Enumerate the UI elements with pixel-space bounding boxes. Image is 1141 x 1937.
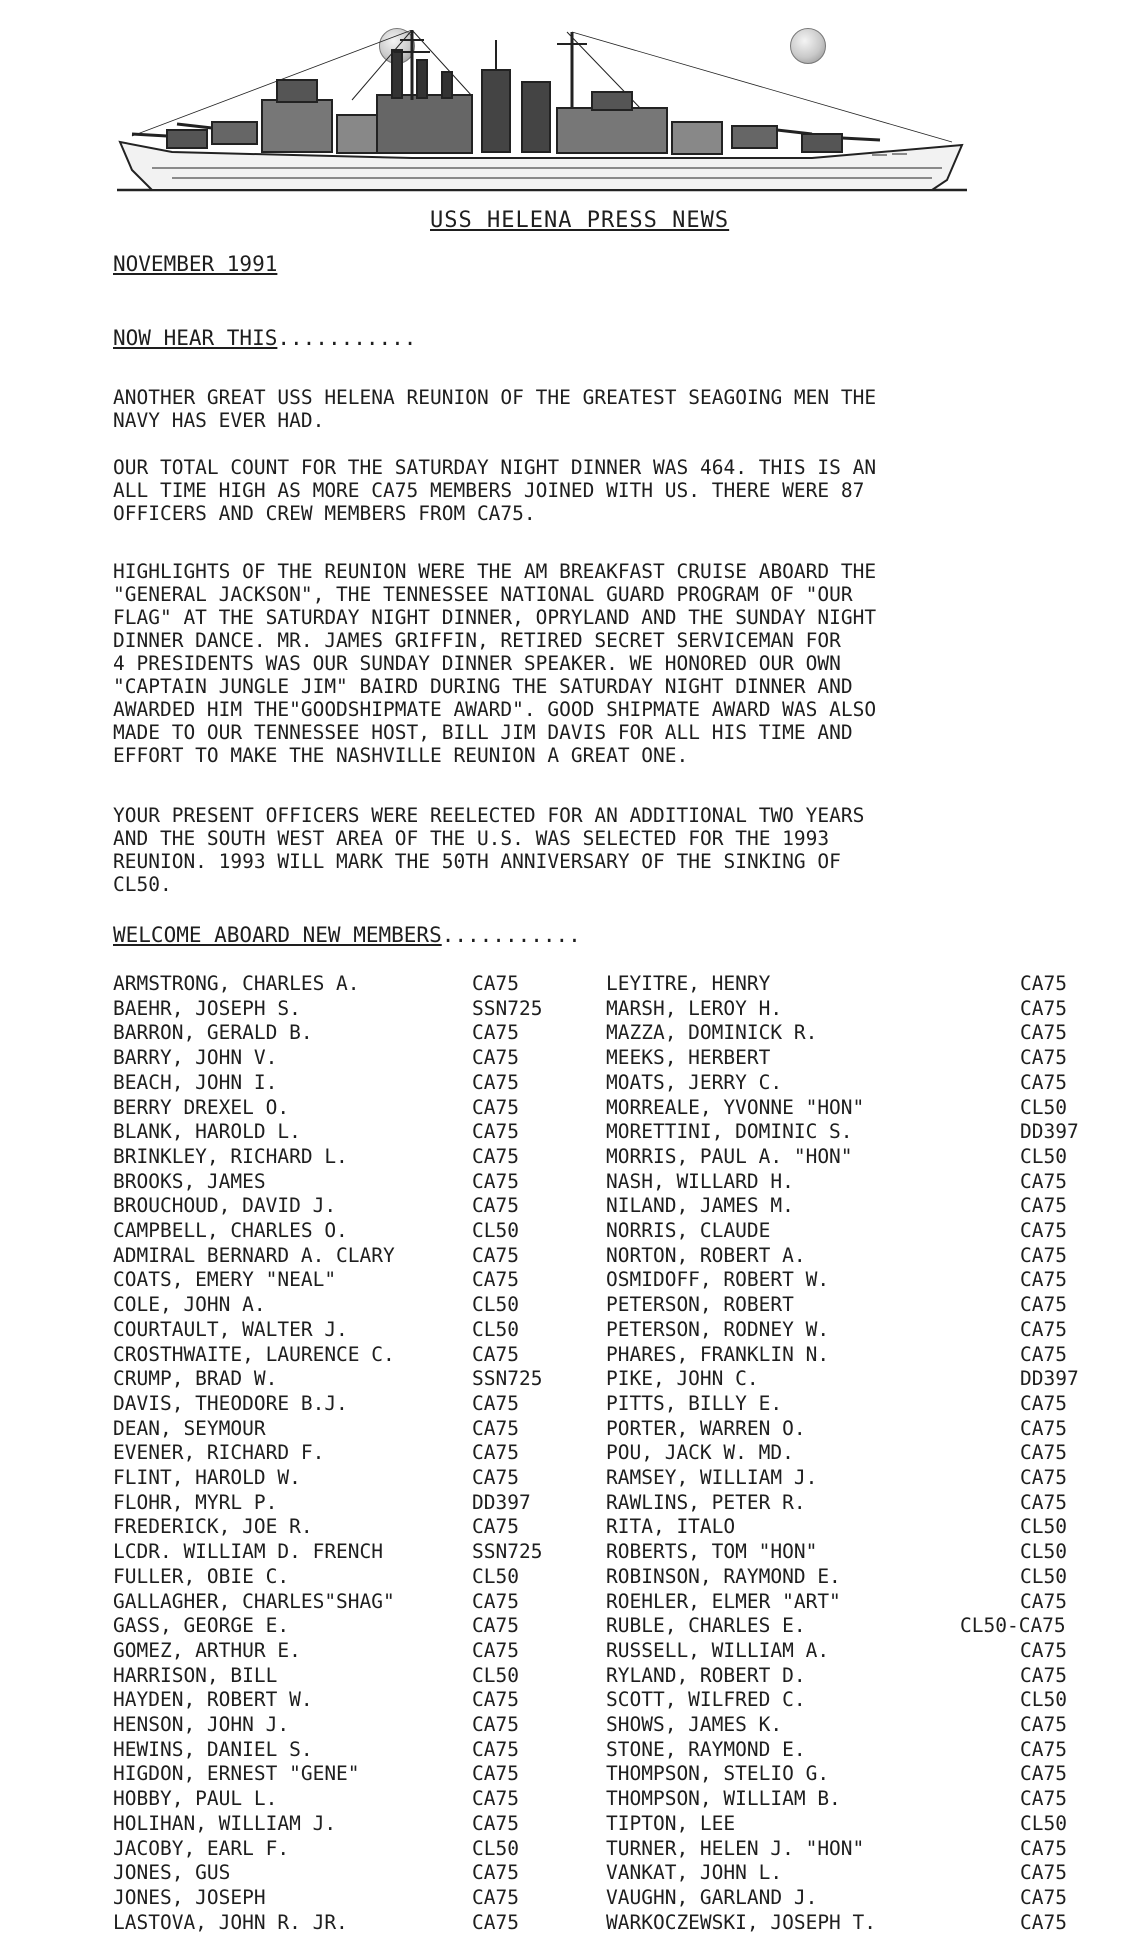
member-row [0,1392,1141,1416]
member-ship: CA75 [472,1441,519,1465]
member-name: FLINT, HAROLD W. [113,1466,301,1489]
member-name: CRUMP, BRAD W. [113,1367,278,1391]
member-name: RUBLE, CHARLES E. [606,1614,806,1638]
member-name: MEEKS, HERBERT [606,1046,771,1070]
member-ship: CA75 [472,1416,519,1440]
member-name: BLANK, HAROLD L. [113,1120,301,1144]
heading-text: WELCOME ABOARD NEW MEMBERS [113,923,442,947]
member-ship: CA75 [1020,996,1067,1020]
member-name: BROOKS, JAMES [113,1169,266,1193]
member-name: EVENER, RICHARD F. [113,1441,325,1465]
member-ship: CA75 [472,1515,519,1539]
member-name: DEAN, SEYMOUR [113,1416,266,1440]
member-ship: CA75 [472,1046,519,1070]
member-name: BARRON, GERALD B. [113,1021,313,1045]
member-row [0,1194,1141,1218]
member-ship: CA75 [472,1811,519,1835]
member-ship: DD397 [1020,1367,1079,1391]
member-row [0,1466,1141,1490]
member-name: MORREALE, YVONNE "HON" [606,1095,865,1119]
member-ship: CL50 [1020,1144,1067,1168]
member-ship: CA75 [1020,972,1067,995]
member-ship: CA75 [1020,1466,1067,1489]
member-name: PETERSON, RODNEY W. [606,1317,830,1341]
member-ship: CA75 [472,1737,519,1761]
member-ship: CA75 [1020,1317,1067,1341]
member-ship: CL50 [472,1293,519,1317]
member-name: BRINKLEY, RICHARD L. [113,1144,348,1168]
member-ship: CA75 [472,1466,519,1489]
member-name: HENSON, JOHN J. [113,1713,290,1736]
member-name: BARRY, JOHN V. [113,1046,278,1070]
member-ship: CL50 [1020,1095,1067,1119]
member-ship: CA75 [472,1688,519,1712]
member-ship: CA75 [1020,1268,1067,1292]
member-name: RUSSELL, WILLIAM A. [606,1638,830,1662]
member-name: VANKAT, JOHN L. [606,1861,783,1885]
member-ship: CA75 [1020,1861,1067,1885]
member-ship: CL50 [1020,1540,1067,1564]
member-name: FLOHR, MYRL P. [113,1490,278,1514]
member-name: LEYITRE, HENRY [606,972,771,995]
member-name: JONES, GUS [113,1861,231,1885]
member-ship: CA75 [1020,1589,1067,1613]
member-row [0,1268,1141,1292]
member-ship: CA75 [1020,1243,1067,1267]
member-ship: DD397 [472,1490,531,1514]
member-row [0,1071,1141,1095]
member-name: SCOTT, WILFRED C. [606,1688,806,1712]
member-row [0,1762,1141,1786]
member-ship: CA75 [472,1713,519,1736]
member-name: HIGDON, ERNEST "GENE" [113,1762,360,1786]
member-ship: SSN725 [472,1540,543,1564]
member-ship: CL50 [1020,1811,1067,1835]
member-ship: CL50 [1020,1515,1067,1539]
member-ship: CA75 [472,1243,519,1267]
member-row [0,1046,1141,1070]
member-name: NASH, WILLARD H. [606,1169,794,1193]
member-name: RAMSEY, WILLIAM J. [606,1466,818,1489]
member-row [0,1318,1141,1342]
member-name: ROBINSON, RAYMOND E. [606,1564,841,1588]
now-hear-this-heading [113,326,416,350]
member-row [0,1293,1141,1317]
member-row [0,997,1141,1021]
member-row [0,972,1141,996]
member-row [0,1417,1141,1441]
member-name: RITA, ITALO [606,1515,736,1539]
member-row [0,1540,1141,1564]
member-name: ARMSTRONG, CHARLES A. [113,972,360,995]
member-name: RAWLINS, PETER R. [606,1490,806,1514]
member-ship: CL50 [472,1564,519,1588]
member-ship: CA75 [472,1194,519,1218]
member-name: GALLAGHER, CHARLES"SHAG" [113,1589,395,1613]
member-name: DAVIS, THEODORE B.J. [113,1391,348,1415]
member-row [0,1120,1141,1144]
member-row [0,1441,1141,1465]
member-name: TIPTON, LEE [606,1811,736,1835]
member-row [0,1837,1141,1861]
member-name: COATS, EMERY "NEAL" [113,1268,337,1292]
member-ship: CA75 [472,1144,519,1168]
member-ship: CA75 [1020,1046,1067,1070]
member-row [0,1886,1141,1910]
member-row [0,1565,1141,1589]
member-name: OSMIDOFF, ROBERT W. [606,1268,830,1292]
member-name: ROBERTS, TOM "HON" [606,1540,818,1564]
member-row [0,1491,1141,1515]
heading-dots: ........... [277,326,417,350]
member-ship: CA75 [472,1169,519,1193]
member-ship: CL50 [472,1219,519,1242]
member-name: CAMPBELL, CHARLES O. [113,1219,348,1242]
paragraph: YOUR PRESENT OFFICERS WERE REELECTED FOR AN ADDITIONAL TWO YEARS AND THE SOUTH WEST AREA OF THE U.S. WAS SELECTED FOR THE 1993 REUNION. 1993 WILL MARK THE 50TH ANNIVERSARY OF THE SINKING OF CL50. [113,804,865,896]
member-ship: CL50 [472,1836,519,1860]
issue-date: NOVEMBER 1991 [113,252,278,276]
member-row [0,1096,1141,1120]
member-row [0,1787,1141,1811]
member-name: HOBBY, PAUL L. [113,1787,278,1811]
member-ship: SSN725 [472,1367,543,1391]
member-name: NORTON, ROBERT A. [606,1243,806,1267]
member-ship: CA75 [1020,1737,1067,1761]
member-name: NORRIS, CLAUDE [606,1219,771,1242]
member-ship: CA75 [1020,1762,1067,1786]
member-ship: CA75 [472,1589,519,1613]
member-row [0,1590,1141,1614]
member-row [0,1738,1141,1762]
member-name: HOLIHAN, WILLIAM J. [113,1811,337,1835]
member-row [0,1664,1141,1688]
member-name: BEACH, JOHN I. [113,1070,278,1094]
member-name: JACOBY, EARL F. [113,1836,290,1860]
member-ship: CL50 [1020,1564,1067,1588]
member-name: MARSH, LEROY H. [606,996,783,1020]
member-ship: CA75 [1020,1169,1067,1193]
member-ship: CA75 [1020,1416,1067,1440]
member-name: COURTAULT, WALTER J. [113,1317,348,1341]
member-ship: CL50 [472,1317,519,1341]
member-row [0,1515,1141,1539]
member-ship: CA75 [472,1910,519,1934]
member-row [0,1639,1141,1663]
member-ship: CA75 [1020,1070,1067,1094]
member-name: ROEHLER, ELMER "ART" [606,1589,841,1613]
member-name: MAZZA, DOMINICK R. [606,1021,818,1045]
paragraph: ANOTHER GREAT USS HELENA REUNION OF THE GREATEST SEAGOING MEN THE NAVY HAS EVER HAD. [113,386,877,432]
member-name: LASTOVA, JOHN R. JR. [113,1910,348,1934]
member-row [0,1688,1141,1712]
member-name: PIKE, JOHN C. [606,1367,759,1391]
member-ship: CA75 [472,1614,519,1638]
member-ship: CA75 [1020,1910,1067,1934]
member-name: BROUCHOUD, DAVID J. [113,1194,337,1218]
member-name: POU, JACK W. MD. [606,1441,794,1465]
member-name: ADMIRAL BERNARD A. CLARY [113,1243,395,1267]
member-ship: CA75 [472,1787,519,1811]
member-ship: CA75 [472,1120,519,1144]
member-row [0,1367,1141,1391]
member-ship: CA75 [1020,1663,1067,1687]
member-name: VAUGHN, GARLAND J. [606,1885,818,1909]
member-ship: CA75 [1020,1836,1067,1860]
member-ship: CA75 [1020,1885,1067,1909]
heading-text: NOW HEAR THIS [113,326,278,350]
member-ship: SSN725 [472,996,543,1020]
member-ship: CA75 [472,1861,519,1885]
member-name: FREDERICK, JOE R. [113,1515,313,1539]
member-name: MOATS, JERRY C. [606,1070,783,1094]
member-name: PHARES, FRANKLIN N. [606,1342,830,1366]
member-ship: CA75 [1020,1219,1067,1242]
member-ship: CL50-CA75 [960,1614,1066,1638]
member-name: GOMEZ, ARTHUR E. [113,1638,301,1662]
member-name: RYLAND, ROBERT D. [606,1663,806,1687]
member-name: COLE, JOHN A. [113,1293,266,1317]
member-ship: CA75 [472,1095,519,1119]
member-row [0,1021,1141,1045]
member-row [0,1219,1141,1243]
member-ship: CA75 [1020,1391,1067,1415]
member-name: MORETTINI, DOMINIC S. [606,1120,853,1144]
member-ship: CA75 [472,1762,519,1786]
member-name: HAYDEN, ROBERT W. [113,1688,313,1712]
member-ship: CA75 [472,1391,519,1415]
member-ship: CL50 [472,1663,519,1687]
member-ship: CA75 [472,972,519,995]
member-name: HEWINS, DANIEL S. [113,1737,313,1761]
member-name: JONES, JOSEPH [113,1885,266,1909]
member-ship: DD397 [1020,1120,1079,1144]
member-name: LCDR. WILLIAM D. FRENCH [113,1540,384,1564]
member-ship: CA75 [472,1070,519,1094]
member-row [0,1614,1141,1638]
member-row [0,1244,1141,1268]
member-name: PORTER, WARREN O. [606,1416,806,1440]
heading-dots: ........... [441,923,581,947]
member-ship: CA75 [472,1268,519,1292]
member-row [0,1911,1141,1935]
member-ship: CA75 [1020,1490,1067,1514]
member-ship: CA75 [1020,1713,1067,1736]
member-ship: CA75 [1020,1787,1067,1811]
warship-illustration [112,30,972,200]
member-row [0,1812,1141,1836]
member-ship: CA75 [1020,1021,1067,1045]
member-row [0,1343,1141,1367]
member-ship: CA75 [472,1885,519,1909]
member-ship: CA75 [472,1342,519,1366]
member-ship: CA75 [472,1638,519,1662]
member-name: HARRISON, BILL [113,1663,278,1687]
member-ship: CA75 [1020,1293,1067,1317]
member-row [0,1713,1141,1737]
member-ship: CA75 [1020,1194,1067,1218]
member-name: CROSTHWAITE, LAURENCE C. [113,1342,395,1366]
member-name: THOMPSON, WILLIAM B. [606,1787,841,1811]
member-row [0,1145,1141,1169]
member-name: GASS, GEORGE E. [113,1614,290,1638]
member-ship: CA75 [1020,1638,1067,1662]
member-name: BAEHR, JOSEPH S. [113,996,301,1020]
member-name: TURNER, HELEN J. "HON" [606,1836,865,1860]
member-ship: CA75 [1020,1342,1067,1366]
member-name: BERRY DREXEL O. [113,1095,290,1119]
member-ship: CL50 [1020,1688,1067,1712]
member-name: THOMPSON, STELIO G. [606,1762,830,1786]
member-name: WARKOCZEWSKI, JOSEPH T. [606,1910,877,1934]
paragraph: HIGHLIGHTS OF THE REUNION WERE THE AM BREAKFAST CRUISE ABOARD THE "GENERAL JACKSON", THE TENNESSEE NATIONAL GUARD PROGRAM OF "OUR FLAG" AT THE SATURDAY NIGHT DINNER, OPRYLAND AND THE SUNDAY NIGHT DINNER DANCE. MR. JAMES GRIFFIN, RETIRED SECRET SERVICEMAN FOR 4 PRESIDENTS WAS OUR SUNDAY DINNER SPEAKER. WE HONORED OUR OWN "CAPTAIN JUNGLE JIM" BAIRD DURING THE SATURDAY NIGHT DINNER AND AWARDED HIM THE"GOODSHIPMATE AWARD". GOOD SHIPMATE AWARD WAS ALSO MADE TO OUR TENNESSEE HOST, BILL JIM DAVIS FOR ALL HIS TIME AND EFFORT TO MAKE THE NASHVILLE REUNION A GREAT ONE. [113,560,877,767]
member-ship: CA75 [472,1021,519,1045]
member-name: STONE, RAYMOND E. [606,1737,806,1761]
member-name: PETERSON, ROBERT [606,1293,794,1317]
member-ship: CA75 [1020,1441,1067,1465]
member-name: NILAND, JAMES M. [606,1194,794,1218]
member-name: FULLER, OBIE C. [113,1564,290,1588]
member-name: PITTS, BILLY E. [606,1391,783,1415]
member-name: MORRIS, PAUL A. "HON" [606,1144,853,1168]
newsletter-title: USS HELENA PRESS NEWS [430,208,730,233]
member-row [0,1861,1141,1885]
welcome-heading [113,923,581,947]
member-row [0,1170,1141,1194]
paragraph: OUR TOTAL COUNT FOR THE SATURDAY NIGHT DINNER WAS 464. THIS IS AN ALL TIME HIGH AS MORE CA75 MEMBERS JOINED WITH US. THERE WERE 87 OFFICERS AND CREW MEMBERS FROM CA75. [113,456,877,525]
member-name: SHOWS, JAMES K. [606,1713,783,1736]
